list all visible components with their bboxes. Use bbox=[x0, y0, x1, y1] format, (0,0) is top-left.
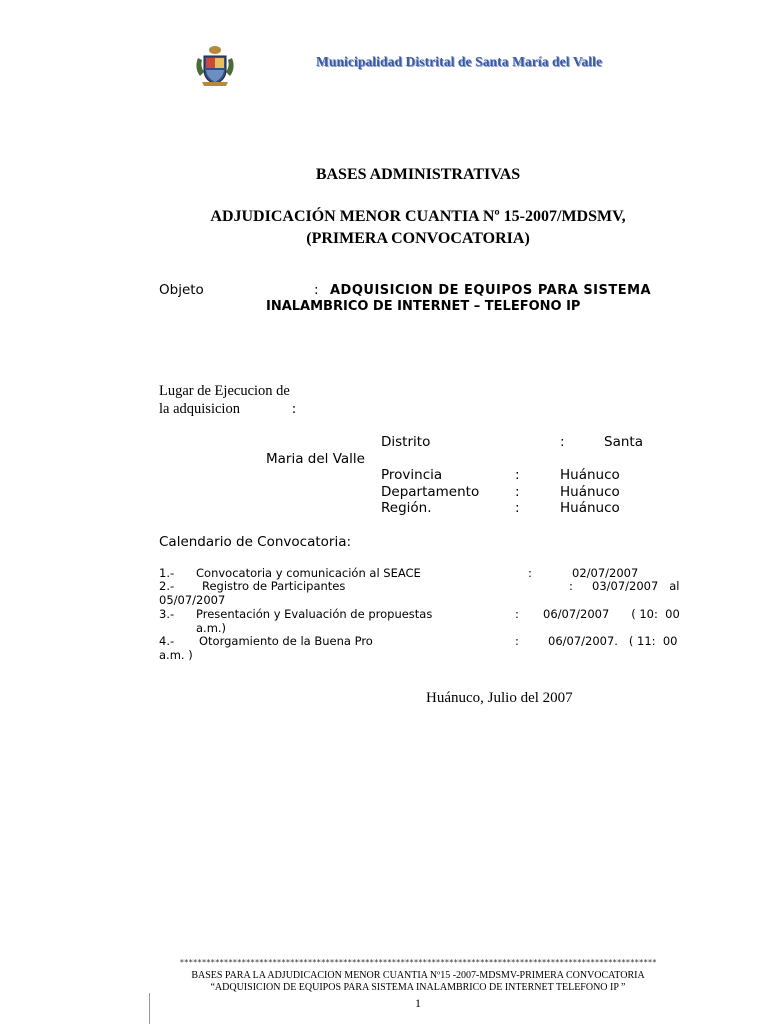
departamento-value: Huánuco bbox=[560, 484, 620, 500]
cal-item2-cont: 05/07/2007 bbox=[159, 593, 226, 607]
cal-item4-num: 4.- bbox=[159, 634, 175, 648]
title-convocatoria: (PRIMERA CONVOCATORIA) bbox=[306, 230, 530, 247]
calendario-heading: Calendario de Convocatoria: bbox=[159, 534, 352, 550]
title-bases: BASES ADMINISTRATIVAS bbox=[315, 166, 521, 183]
title-adjudicacion: ADJUDICACIÓN MENOR CUANTIA Nº 15-2007/MDSMV, bbox=[210, 208, 626, 225]
provincia-value: Huánuco bbox=[560, 467, 620, 483]
departamento-key: Departamento bbox=[381, 484, 480, 500]
distrito-key: Distrito bbox=[381, 434, 431, 450]
objeto-value-line1: ADQUISICION DE EQUIPOS PARA SISTEMA bbox=[330, 283, 652, 298]
cal-item2-date: 03/07/2007 al bbox=[592, 579, 680, 593]
objeto-label: Objeto bbox=[159, 282, 204, 298]
distrito-value-cont: Maria del Valle bbox=[266, 451, 365, 467]
cal-item2-text: Registro de Participantes bbox=[202, 579, 346, 593]
municipal-crest-logo bbox=[192, 42, 238, 88]
departamento-colon: : bbox=[515, 484, 520, 500]
objeto-colon: : bbox=[314, 282, 319, 298]
page-number: 1 bbox=[415, 996, 421, 1010]
lugar-label-line1: Lugar de Ejecucion de bbox=[159, 383, 290, 399]
cal-item2-num: 2.- bbox=[159, 579, 175, 593]
margin-line bbox=[149, 993, 150, 1024]
cal-item1-num: 1.- bbox=[159, 566, 175, 580]
distrito-colon: : bbox=[560, 434, 565, 450]
cal-item1-date: 02/07/2007 bbox=[572, 566, 639, 580]
cal-item4-date: 06/07/2007. ( 11: 00 bbox=[548, 634, 678, 648]
region-value: Huánuco bbox=[560, 500, 620, 516]
footer-line2: “ADQUISICION DE EQUIPOS PARA SISTEMA INALAMBRICO DE INTERNET TELEFONO IP ” bbox=[210, 982, 626, 993]
cal-item2-colon: : bbox=[569, 579, 573, 593]
distrito-value: Santa bbox=[604, 434, 643, 450]
cal-item3-cont: a.m.) bbox=[196, 621, 227, 635]
provincia-key: Provincia bbox=[381, 467, 443, 483]
cal-item4-colon: : bbox=[515, 634, 519, 648]
lugar-colon: : bbox=[292, 401, 297, 417]
footer-separator: ************************************************************************************************************ bbox=[179, 958, 657, 967]
footer-line1: BASES PARA LA ADJUDICACION MENOR CUANTIA Nº15 -2007-MDSMV-PRIMERA CONVOCATORIA bbox=[191, 970, 645, 981]
municipality-name: Municipalidad Distrital de Santa María del Valle bbox=[316, 54, 603, 69]
objeto-value-line2: INALAMBRICO DE INTERNET – TELEFONO IP bbox=[266, 299, 581, 314]
cal-item3-num: 3.- bbox=[159, 607, 175, 621]
cal-item3-colon: : bbox=[515, 607, 519, 621]
region-colon: : bbox=[515, 500, 520, 516]
place-date: Huánuco, Julio del 2007 bbox=[426, 690, 573, 706]
cal-item1-text: Convocatoria y comunicación al SEACE bbox=[196, 566, 421, 580]
lugar-label-line2: la adquisicion bbox=[159, 401, 240, 417]
cal-item4-cont: a.m. ) bbox=[159, 648, 193, 662]
cal-item4-text: Otorgamiento de la Buena Pro bbox=[199, 634, 373, 648]
region-key: Región. bbox=[381, 500, 432, 516]
cal-item3-date: 06/07/2007 ( 10: 00 bbox=[543, 607, 680, 621]
cal-item1-colon: : bbox=[528, 566, 532, 580]
cal-item3-text: Presentación y Evaluación de propuestas bbox=[196, 607, 433, 621]
provincia-colon: : bbox=[515, 467, 520, 483]
